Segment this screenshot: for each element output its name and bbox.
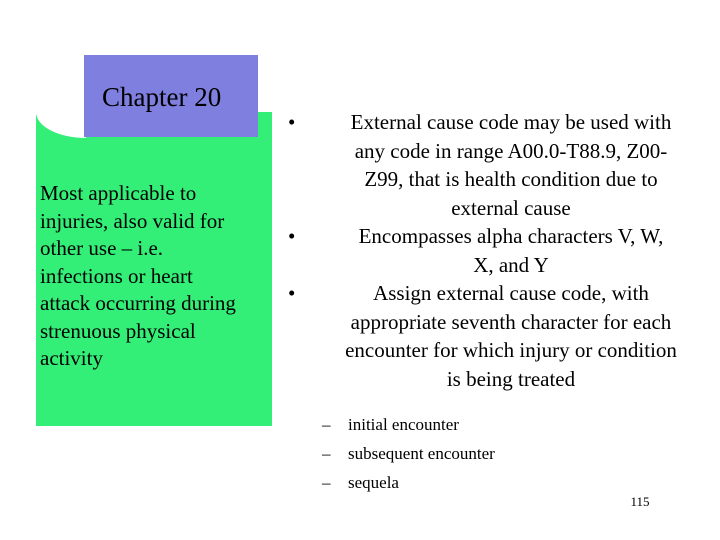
side-panel xyxy=(36,112,272,426)
bullet-text: Encompasses alpha characters V, W, X, and Y xyxy=(358,224,664,277)
bullet-marker: • xyxy=(288,110,296,134)
bullet-text: Assign external cause code, with appropriate seventh character for each encounter for which injury or condition is being treated xyxy=(345,281,677,391)
bullet-item xyxy=(288,279,708,393)
page-number: 115 xyxy=(630,494,650,509)
sub-bullet-text: subsequent encounter xyxy=(348,444,495,463)
sub-bullet-marker: – xyxy=(322,473,331,492)
sub-bullet-marker: – xyxy=(322,415,331,434)
chapter-title: Chapter 20 xyxy=(102,82,222,112)
bullet-marker: • xyxy=(288,281,296,305)
bullet-text: External cause code may be used with any code in range A00.0-T88.9, Z00- Z99, that is health condition due to external cause xyxy=(350,110,672,220)
sub-bullet-item xyxy=(322,439,495,468)
sub-bullet-text: initial encounter xyxy=(348,415,459,434)
bullet-list xyxy=(288,108,708,393)
bullet-marker: • xyxy=(288,224,296,248)
bullet-item xyxy=(288,222,708,279)
sub-bullet-list xyxy=(322,410,495,497)
panel-notch xyxy=(36,112,86,138)
bullet-item xyxy=(288,108,708,222)
sub-bullet-item xyxy=(322,468,495,497)
sub-bullet-item xyxy=(322,410,495,439)
sub-bullet-text: sequela xyxy=(348,473,399,492)
sub-bullet-marker: – xyxy=(322,444,331,463)
side-panel-text: Most applicable to injuries, also valid for other use – i.e. infections or heart attack occurring during strenuous physical activity xyxy=(40,181,236,370)
